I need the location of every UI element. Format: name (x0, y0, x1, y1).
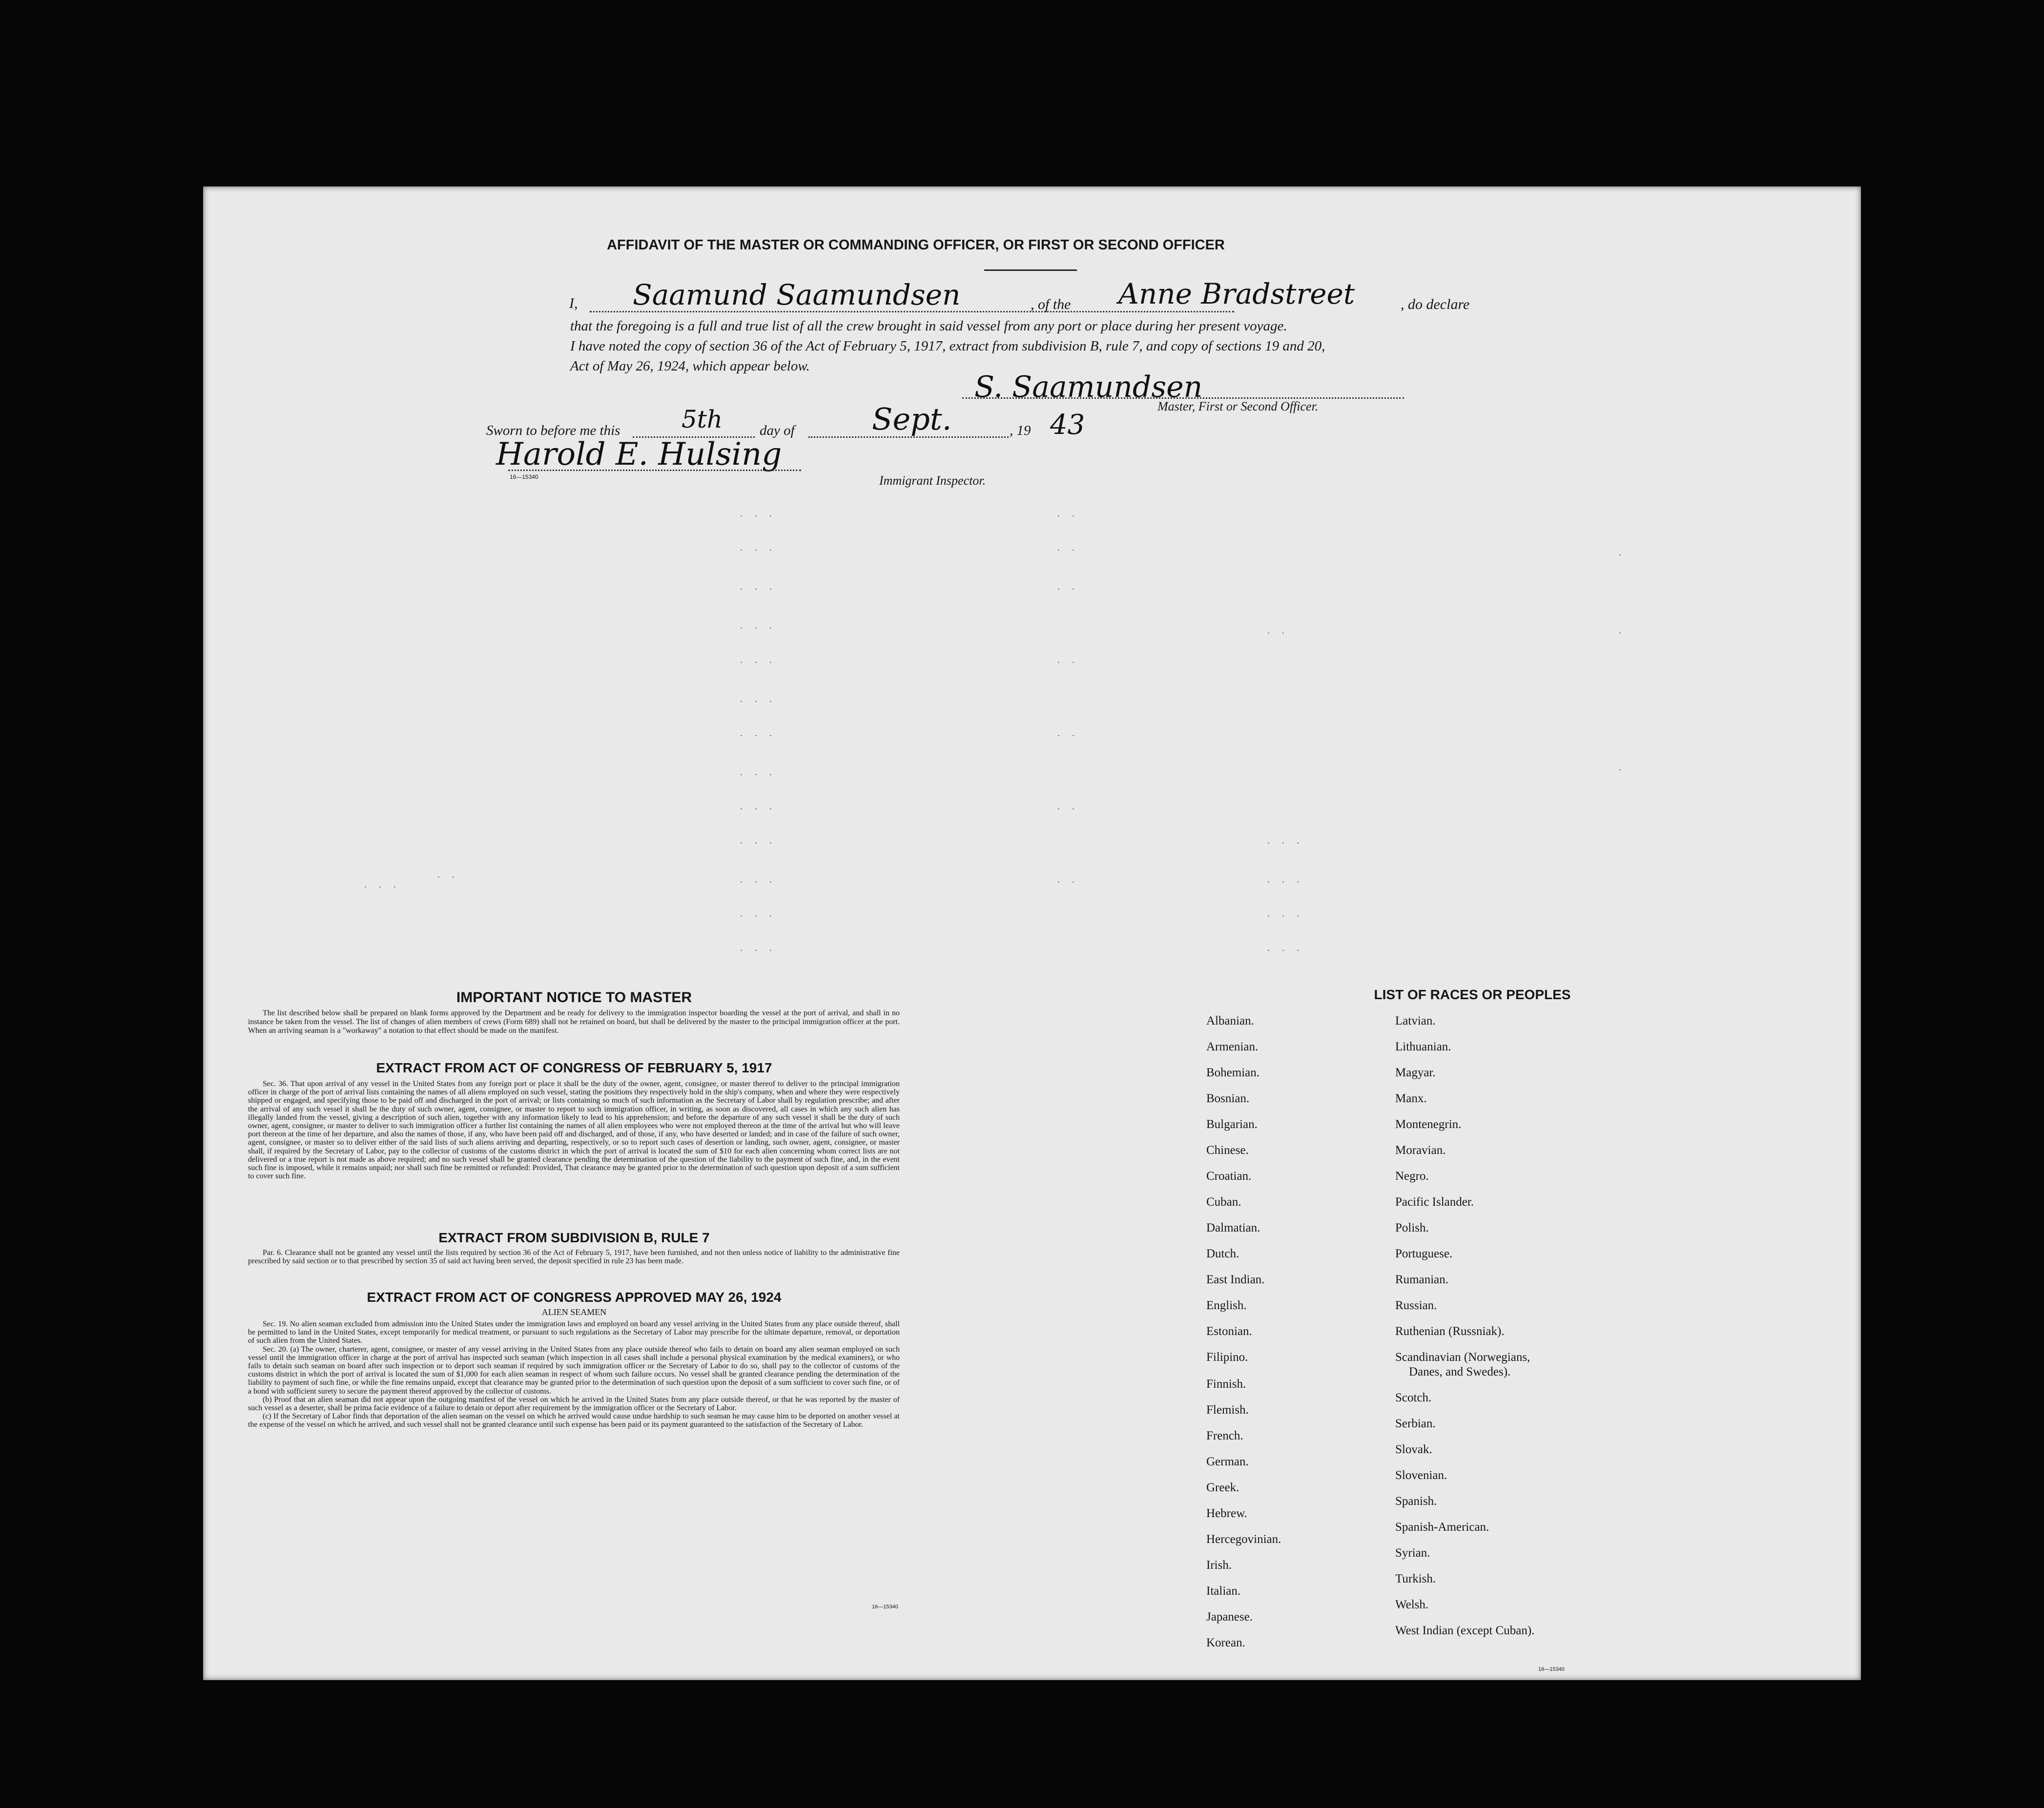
race-item: Albanian. (1206, 1014, 1254, 1027)
race-item: English. (1206, 1299, 1247, 1312)
notice-body: The list described below shall be prepared on blank forms approved by the Department and be ready for delivery to the immigration inspector boarding the vessel at the port of arrival, and shall in no instance be taken from the vessel. The list of changes of alien members of crews (Form 689) shall not be retained on board, but shall be delivered by the master to the principal immigration officer at the port. When an arriving seaman is a "workaway" a notation to that effect should be made on the manifest. (248, 1009, 900, 1035)
sec20a-text: Sec. 20. (a) The owner, charterer, agent, consignee, or master of any vessel arriving in the United States from any place outside thereof who fails to detain on board any alien seaman employed on such vessel until the immigration officer in charge at the port of arrival has inspected such seaman (which inspection in all cases shall include a personal physical examination by the medical examiners), or who fails to detain such seaman on board after such inspection or to deport such seaman if required by such immigration officer or the Secretary of Labor to do so, shall pay to the collector of customs of the customs district in which the port of arrival is located the sum of $1,000 for each alien seaman in respect of whom such failure occurs. No vessel shall be granted clearance pending the determination of the liability to payment of such fine, or while the fine remains unpaid, except that clearance may be granted prior to the determination of such question upon the deposit of a sum sufficient to cover such fine, or of a bond with sufficient surety to secure the payment thereof approved by the collector of customs. (248, 1345, 900, 1396)
vessel-name-handwritten: Anne Bradstreet (1118, 277, 1355, 310)
rule7-body: Par. 6. Clearance shall not be granted any vessel until the lists required by section 36 of the Act of February 5, 1917, have been furnished, and not then unless notice of liability to the administrative fine prescribed by said section or to that prescribed by section 35 of said act having been served, the deposit specified in rule 23 has been made. (248, 1249, 900, 1266)
i-label: I, (569, 295, 578, 311)
race-item: Hercegovinian. (1206, 1533, 1281, 1546)
race-item: German. (1206, 1455, 1249, 1468)
race-item: Manx. (1395, 1092, 1427, 1105)
extract-form-code: 16—15340 (872, 1604, 898, 1610)
race-item: West Indian (except Cuban). (1395, 1624, 1535, 1637)
race-item: Bosnian. (1206, 1092, 1250, 1105)
affidavit-line-2: I have noted the copy of section 36 of the Act of February 5, 1917, extract from subdivision B, rule 7, and copy of sections 19 and 20, (570, 338, 1325, 354)
signature-line (962, 397, 1404, 399)
race-item: Lithuanian. (1395, 1040, 1451, 1053)
races-title: LIST OF RACES OR PEOPLES (1374, 987, 1571, 1002)
race-item: Negro. (1395, 1170, 1429, 1183)
affidavit-line-1: that the foregoing is a full and true list of all the crew brought in said vessel from any port or place during her present voyage. (570, 318, 1287, 334)
race-item: Estonian. (1206, 1325, 1252, 1338)
affidavit-line-3: Act of May 26, 1924, which appear below. (570, 358, 810, 374)
race-item: Filipino. (1206, 1351, 1248, 1364)
race-item: Bohemian. (1206, 1066, 1260, 1079)
race-item: Turkish. (1395, 1572, 1436, 1585)
day-of-label: day of (760, 423, 795, 438)
races-form-code: 16—15340 (1538, 1666, 1565, 1672)
day-handwritten: 5th (681, 405, 723, 433)
race-item: Slovak. (1395, 1443, 1432, 1456)
sec20b-text: (b) Proof that an alien seaman did not appear upon the outgoing manifest of the vessel on which he arrived in the United States from any place outside thereof, or that he was reported by the master of such vessel as a deserter, shall be prima facie evidence of a failure to detain or deport after requirement by the immigration officer or the Secretary of Labor. (248, 1395, 900, 1413)
extract-1917-title: EXTRACT FROM ACT OF CONGRESS OF FEBRUARY 5, 1917 (376, 1060, 772, 1075)
race-item: Dalmatian. (1206, 1221, 1260, 1234)
month-handwritten: Sept. (872, 401, 952, 437)
race-item: Greek. (1206, 1481, 1239, 1494)
rule7-title: EXTRACT FROM SUBDIVISION B, RULE 7 (438, 1230, 710, 1245)
race-item: Portuguese. (1395, 1247, 1453, 1260)
race-item: Cuban. (1206, 1195, 1241, 1209)
race-item: Ruthenian (Russniak). (1395, 1325, 1505, 1338)
extract-1917-body: Sec. 36. That upon arrival of any vessel in the United States from any foreign port or place it shall be the duty of the owner, agent, consignee, or master thereof to deliver to the principal immigration officer in charge of the port of arrival lists containing the names of all aliens employed on such vessel, stating the positions they respectively hold in the ship's company, when and where they were respectively shipped or engaged, and specifying those to be paid off and discharged in the port of arrival; or lists containing so much of such information as the Secretary of Labor shall by regulation prescribe; and after the arrival of any such vessel it shall be the duty of such owner, agent, consignee, or master to report to such immigration officer, in writing, as soon as discovered, all cases in which any such alien has illegally landed from the vessel, giving a description of such alien, together with any information likely to lead to his apprehension; and before the departure of any such vessel it shall be the duty of such owner, agent, consignee, or master to deliver to such immigration officer a further list containing the names of all alien employees who were not employed thereon at the time of the arrival but who will leave port thereon at the time of her departure, and also the names of those, if any, who have been paid off and discharged, and of those, if any, who have deserted or landed; and in case of the failure of such owner, agent, consignee, or master so to deliver either of the said lists of such aliens arriving and departing, respectively, or so to report such cases of desertion or landing, such owner, agent, consignee, or master shall, if required by the Secretary of Labor, pay to the collector of customs of the customs district in which the port of arrival is located the sum of $10 for each alien concerning whom correct lists are not delivered or a true report is not made as above required; and no such vessel shall be granted clearance pending the determination of the question of the liability to the payment of such fine, and, in the event such fine is imposed, while it remains unpaid; nor shall such fine be remitted or refunded: Provided, That clearance may be granted prior to the determination of such question upon deposit of a sum sufficient to cover such fine. (248, 1080, 900, 1181)
affidavit-form-code: 16—15340 (510, 473, 538, 480)
race-item: Serbian. (1395, 1417, 1436, 1430)
year-handwritten: 43 (1050, 409, 1085, 441)
race-item: Dutch. (1206, 1247, 1239, 1260)
race-item: Rumanian. (1395, 1273, 1449, 1286)
race-item: Scandinavian (Norwegians, (1395, 1351, 1530, 1364)
inspector-signature: Harold E. Hulsing (496, 436, 782, 473)
race-item: Pacific Islander. (1395, 1195, 1474, 1209)
race-item: Slovenian. (1395, 1469, 1447, 1482)
sworn-label: Sworn to before me this (486, 423, 620, 438)
race-item: Danes, and Swedes). (1409, 1365, 1511, 1378)
race-item: Spanish-American. (1395, 1520, 1489, 1534)
race-item: Irish. (1206, 1559, 1232, 1572)
affidavit-title: AFFIDAVIT OF THE MASTER OR COMMANDING OFFICER, OR FIRST OR SECOND OFFICER (607, 237, 1225, 253)
signature-caption: Master, First or Second Officer. (1157, 399, 1319, 413)
inspector-line (508, 470, 801, 471)
race-item: Magyar. (1395, 1066, 1436, 1079)
race-item: Croatian. (1206, 1170, 1252, 1183)
title-rule (984, 269, 1077, 271)
race-item: Bulgarian. (1206, 1118, 1258, 1131)
master-signature: S. Saamundsen (974, 370, 1203, 404)
race-item: Syrian. (1395, 1546, 1430, 1560)
race-item: Italian. (1206, 1584, 1241, 1598)
extract-1924-subtitle: ALIEN SEAMEN (541, 1307, 607, 1317)
race-item: Welsh. (1395, 1598, 1429, 1611)
race-item: East Indian. (1206, 1273, 1265, 1286)
master-name-handwritten: Saamund Saamundsen (633, 278, 961, 311)
race-item: Latvian. (1395, 1014, 1436, 1027)
race-item: Finnish. (1206, 1377, 1246, 1391)
race-item: Chinese. (1206, 1144, 1249, 1157)
declare-label: , do declare (1401, 296, 1470, 312)
manifest-back-page: AFFIDAVIT OF THE MASTER OR COMMANDING OFFICER, OR FIRST OR SECOND OFFICER I, Saamund Saamundsen , of the Anne Bradstreet , do declare that the foregoing is a full and true list of all the crew brought in said vessel from any port or place during her present voyage. I have noted the copy of section 36 of the Act of February 5, 1917, extract from subdivision B, rule 7, and copy of sections 19 and 20, Act of May 26, 1924, which appear below. S. Saamundsen Master, First or Second Officer. Sworn to before me this 5th day of Sept. , 19 43 Harold E. Hulsing 16—15340 Immigrant Inspector. . . . . . . . . . . . . . . . . . . . . . . . . . . . . . . . . . . . . . . . . . . . . . . . . . . . . . . . . . . . . . . . . . . . . . . . . . . . IMPORTANT NOTICE TO MASTER The list described below shall be prepared on blank forms approved by the Department and be ready for delivery to the immigration inspector boarding the vessel at the port of arrival, and shall in no instance be taken from the vessel. The list of changes of alien members of crews (Form 689) shall not be retained on board, but shall be delivered by the master to the principal immigration officer at the port. When an arriving seaman is a "workaway" a notation to that effect should be made on the manifest. EXTRACT FROM ACT OF CONGRESS OF FEBRUARY 5, 1917 Sec. 36. That upon arrival of any vessel in the United States from any foreign port or place it shall be the duty of the owner, agent, consignee, or master thereof to deliver to the principal immigration officer in charge of the port of arrival lists containing the names of all aliens employed on such vessel, stating the positions they respectively hold in the ship's company, when and where they were respectively shipped or engaged, and specifying those to be paid off and discharged in the port of arrival; or lists containing so much of such information as the Secretary of Labor shall by regulation prescribe; and after the arrival of any such vessel it shall be the duty of such owner, agent, consignee, or master to report to such immigration officer, in writing, as soon as discovered, all cases in which any such alien has illegally landed from the vessel, giving a description of such alien, together with any information likely to lead to his apprehension; and before the departure of any such vessel it shall be the duty of such owner, agent, consignee, or master to deliver to such immigration officer a further list containing the names of all alien employees who were not employed thereon at the time of the arrival but who will leave port thereon at the time of her departure, and also the names of those, if any, who have been paid off and discharged, and of those, if any, who have deserted or landed; and in case of the failure of such owner, agent, consignee, or master so to deliver either of the said lists of such aliens arriving and departing, respectively, or so to report such cases of desertion or landing, such owner, agent, consignee, or master shall, if required by the Secretary of Labor, pay to the collector of customs of the customs district in which the port of arrival is located the sum of $10 for each alien concerning whom correct lists are not delivered or a true report is not made as above required; and no such vessel shall be granted clearance pending the determination of the question of the liability to the payment of such fine, and, in the event such fine is imposed, while it remains unpaid; nor shall such fine be remitted or refunded: Provided, That clearance may be granted prior to the determination of such question upon deposit of a sum sufficient to cover such fine. EXTRACT FROM SUBDIVISION B, RULE 7 Par. 6. Clearance shall not be granted any vessel until the lists required by section 36 of the Act of February 5, 1917, have been furnished, and not then unless notice of liability to the administrative fine prescribed by said section or to that prescribed by section 35 of said act having been served, the deposit specified in rule 23 has been made. EXTRACT FROM ACT OF CONGRESS APPROVED MAY 26, 1924 ALIEN SEAMEN Sec. 19. No alien seaman excluded from admission into the United States under the immigration laws and employed on board any vessel arriving in the United States from any place outside thereof, shall be permitted to land in the United States, except temporarily for medical treatment, or pursuant to such regulations as the Secretary of Labor may prescribe for the ultimate departure, removal, or deportation of such alien from the United States. Sec. 20. (a) The owner, charterer, agent, consignee, or master of any vessel arriving in the United States from any place outside thereof who fails to detain on board any alien seaman employed on such vessel until the immigration officer in charge at the port of arrival has inspected such seaman (which inspection in all cases shall include a personal physical examination by the medical examiners), or who fails to detain such seaman on board after such inspection or to deport such seaman if required by such immigration officer or the Secretary of Labor to do so, shall pay to the collector of customs of the customs district in which the port of arrival is located the sum of $1,000 for each alien seaman in respect of whom such failure occurs. No vessel shall be granted clearance pending the determination of the liability to payment of such fine, or while the fine remains unpaid, except that clearance may be granted prior to the determination of such question upon the deposit of a sum sufficient to cover such fine, or of a bond with sufficient surety to secure the payment thereof approved by the collector of customs. (b) Proof that an alien seaman did not appear upon the outgoing manifest of the vessel on which he arrived in the United States from any place outside thereof, or that he was reported by the master of such vessel as a deserter, shall be prima facie evidence of a failure to detain or deport after requirement by the immigration officer or the Secretary of Labor. (c) If the Secretary of Labor finds that deportation of the alien seaman on the vessel on which he arrived would cause undue hardship to such seaman he may cause him to be deported on another vessel at the expense of the vessel on which he arrived, and such vessel shall not be granted clearance until such expense has been paid or its payment guaranteed to the satisfaction of the Secretary of Labor. 16—15340 LIST OF RACES OR PEOPLES Albanian. Armenian. Bohemian. Bosnian. Bulgarian. Chinese. Croatian. Cuban. Dalmatian. Dutch. East Indian. English. Estonian. Filipino. Finnish. Flemish. French. German. Greek. Hebrew. Hercegovinian. Irish. Italian. Japanese. Korean. Latvian. Lithuanian. Magyar. Manx. Montenegrin. Moravian. Negro. Pacific Islander. Polish. Portuguese. Rumanian. Russian. Ruthenian (Russniak). Scandinavian (Norwegians, Danes, and Swedes). Scotch. Serbian. Slovak. Slovenian. Spanish. Spanish-American. Syrian. Turkish. Welsh. West Indian (except Cuban). 16—15340 (203, 186, 1861, 1680)
extract-1924-title: EXTRACT FROM ACT OF CONGRESS APPROVED MAY 26, 1924 (367, 1290, 782, 1305)
inspector-caption: Immigrant Inspector. (879, 473, 986, 488)
of-the-label: , of the (1031, 296, 1071, 312)
race-item: Flemish. (1206, 1403, 1249, 1417)
race-item: Spanish. (1395, 1495, 1437, 1508)
notice-title: IMPORTANT NOTICE TO MASTER (456, 989, 692, 1006)
year-prefix: , 19 (1010, 423, 1031, 438)
race-item: Polish. (1395, 1221, 1429, 1234)
race-item: Russian. (1395, 1299, 1437, 1312)
sec19-text: Sec. 19. No alien seaman excluded from admission into the United States under the immigration laws and employed on board any vessel arriving in the United States from any place outside thereof, shall be permitted to land in the United States, except temporarily for medical treatment, or pursuant to such regulations as the Secretary of Labor may prescribe for the ultimate departure, removal, or deportation of such alien from the United States. (248, 1320, 900, 1345)
sec20c-text: (c) If the Secretary of Labor finds that deportation of the alien seaman on the vessel on which he arrived would cause undue hardship to such seaman he may cause him to be deported on another vessel at the expense of the vessel on which he arrived, and such vessel shall not be granted clearance until such expense has been paid or its payment guaranteed to the satisfaction of the Secretary of Labor. (248, 1412, 900, 1429)
race-item: Montenegrin. (1395, 1118, 1462, 1131)
race-item: Armenian. (1206, 1040, 1259, 1053)
race-item: Scotch. (1395, 1391, 1432, 1404)
race-item: Korean. (1206, 1636, 1245, 1649)
race-item: Japanese. (1206, 1610, 1253, 1623)
race-item: French. (1206, 1429, 1243, 1442)
race-item: Hebrew. (1206, 1507, 1247, 1520)
race-item: Moravian. (1395, 1144, 1446, 1157)
